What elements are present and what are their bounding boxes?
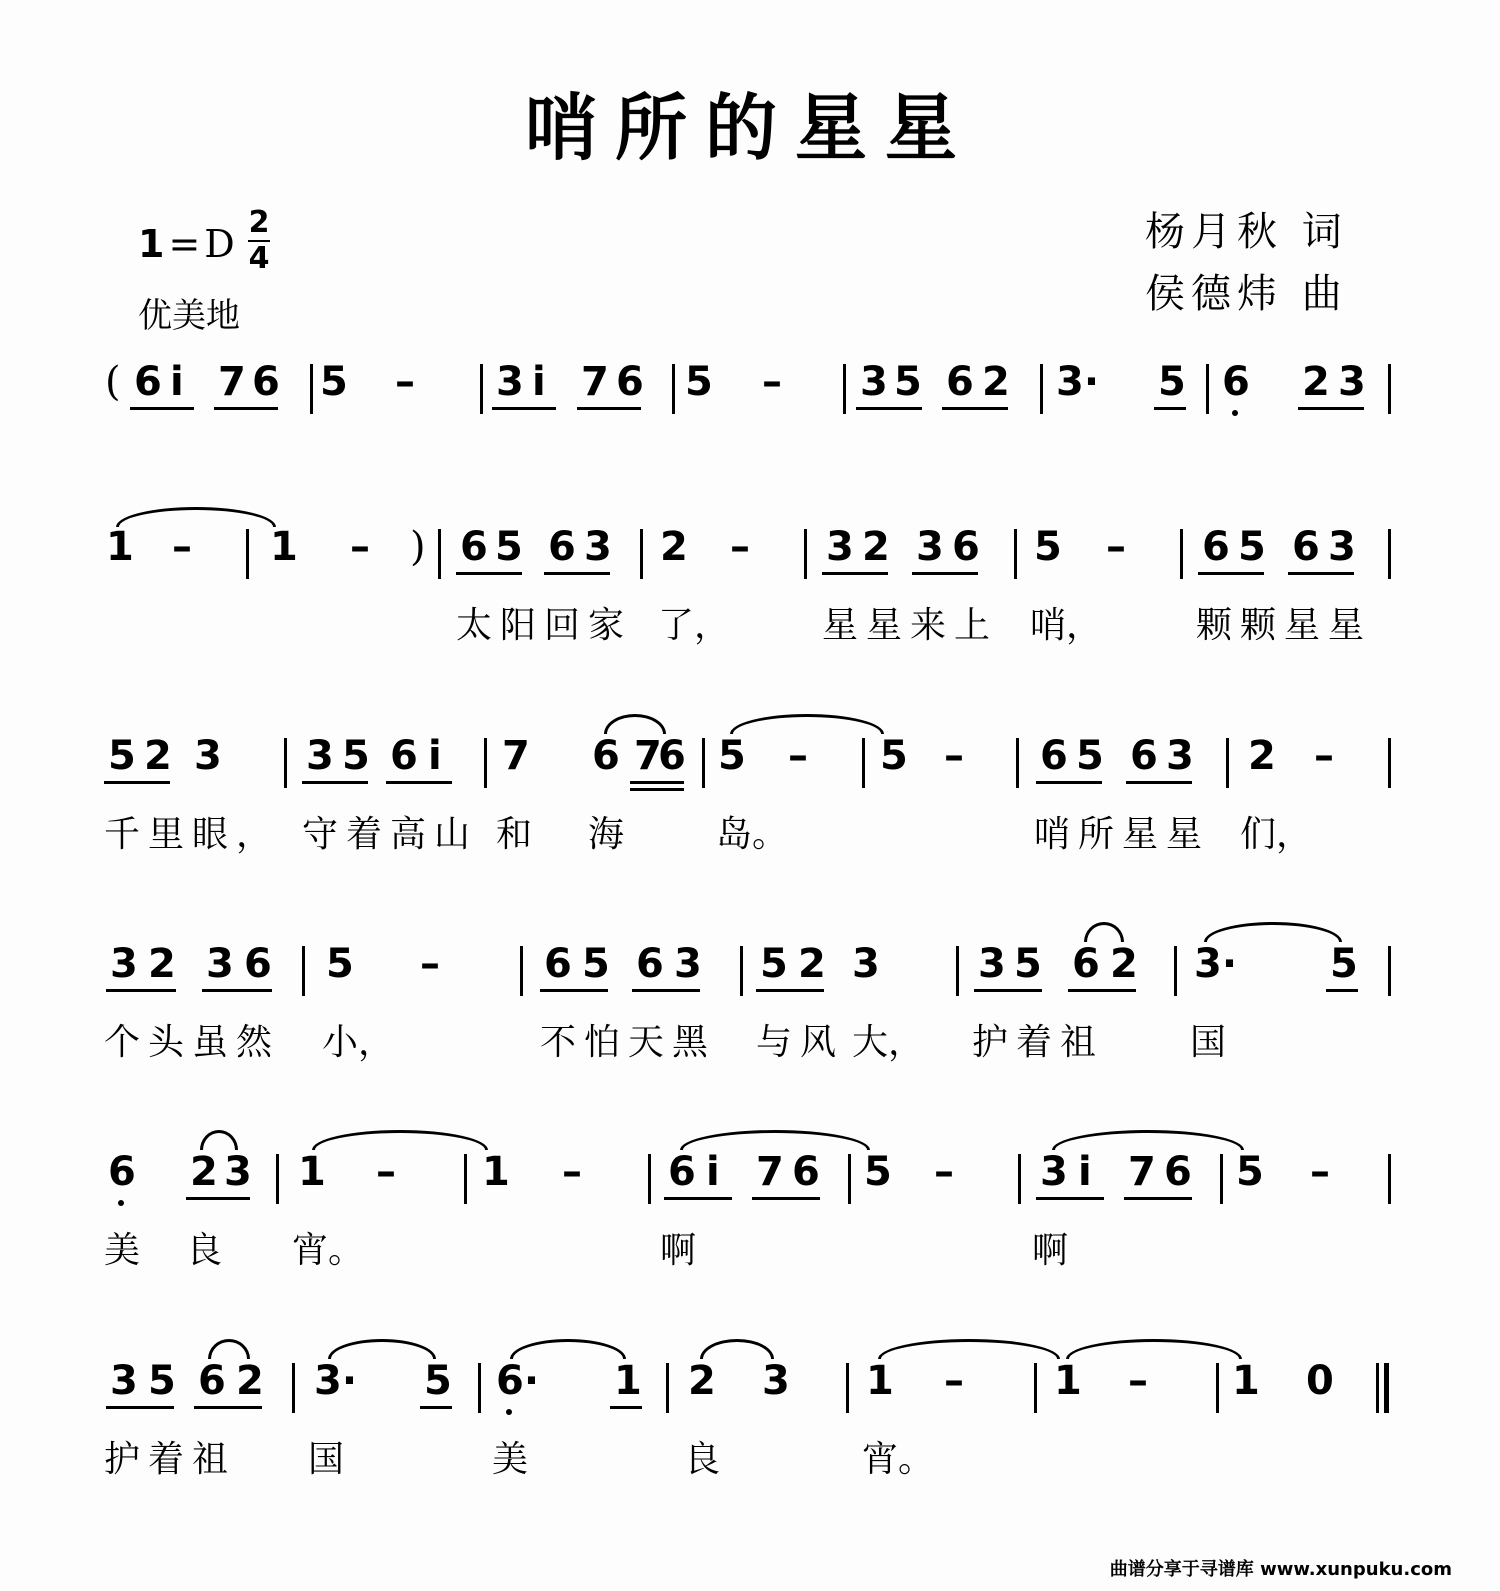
note: 3 [860,359,888,405]
underline [544,572,610,575]
note: 5 [424,1358,452,1404]
lyric: 小， [322,1022,395,1063]
lyric: 太阳回家 [456,605,633,646]
underline [1288,572,1354,575]
note: 5 [1236,1149,1264,1195]
barline [672,364,675,414]
lyric: 们， [1240,814,1313,855]
note: 1 [270,524,298,570]
note: i [532,359,546,405]
barline [843,364,846,414]
barline [464,1154,467,1204]
note: 6 [658,733,686,779]
underline [912,572,978,575]
barline [480,364,483,414]
underline [202,989,272,992]
note: 3· [1194,941,1238,987]
note: 2 [1248,733,1276,779]
underline [630,788,684,791]
note: 2 [688,1358,716,1404]
barline [666,1363,669,1413]
tie [1084,922,1124,942]
note: – [350,524,370,570]
note: 3 [496,359,524,405]
note: 1 [482,1149,510,1195]
lyric: 良 [684,1439,721,1480]
underline [106,1406,174,1409]
note: 5 [1238,524,1266,570]
barline [1018,1154,1021,1204]
underline [420,1406,452,1409]
octave-dot [1232,410,1238,416]
note: 3 [674,941,702,987]
barline [1014,529,1017,579]
note: 6 [668,1149,696,1195]
tie [1204,922,1342,942]
note: 6 [1040,733,1068,779]
note: 2 [148,941,176,987]
note: 5 [760,941,788,987]
underline [752,1197,820,1200]
key-letter: D [204,222,235,266]
note: 5 [1330,941,1358,987]
underline [822,572,888,575]
note: – [944,733,964,779]
underline [1154,407,1186,410]
barline [478,1363,481,1413]
barline [302,946,305,996]
barline [1180,529,1183,579]
note: 6 [636,941,664,987]
lyric: 岛。 [716,814,789,855]
lyric: 哨， [1030,605,1103,646]
lyric: 宵。 [862,1439,935,1480]
note: 6 [1130,733,1158,779]
lyric: 大， [852,1022,925,1063]
barline [1388,364,1391,414]
note: – [1128,1358,1148,1404]
score-row-2 [0,524,1500,677]
note: – [762,359,782,405]
barline [438,529,441,579]
barline [862,738,865,788]
note: 1 [1232,1358,1260,1404]
lyric: 颗颗星星 [1196,605,1373,646]
lyric: 了， [658,605,731,646]
barline [1174,946,1177,996]
note: 5 [108,733,136,779]
note: 3 [224,1149,252,1195]
underline [1068,989,1136,992]
underline [1198,572,1264,575]
barline [956,946,959,996]
note: 3 [852,941,880,987]
note: 5 [342,733,370,779]
barline [740,946,743,996]
underline [106,989,176,992]
note: – [788,733,808,779]
meter-top: 2 [248,205,270,240]
note: 6 [1072,941,1100,987]
note: 5 [1034,524,1062,570]
note: 6 [544,941,572,987]
score-row-1 [0,359,1500,512]
note: 2 [1110,941,1138,987]
note: 2 [144,733,172,779]
note: 6 [1292,524,1320,570]
note: – [395,359,415,405]
note: 6 [108,1149,136,1195]
barline [1034,1363,1037,1413]
note: – [376,1149,396,1195]
lyric: 宵。 [292,1230,365,1271]
lyric: 不怕天黑 [540,1022,717,1063]
note: – [562,1149,582,1195]
tie [604,714,666,734]
note: 5 [685,359,713,405]
note: 6 [198,1358,226,1404]
note: 3 [110,941,138,987]
note: – [944,1358,964,1404]
note: 1 [866,1358,894,1404]
tie [1066,1339,1242,1359]
note: 3 [762,1358,790,1404]
note: 5 [894,359,922,405]
underline [456,572,522,575]
lyric: 啊 [660,1230,697,1271]
note: 7 [634,733,662,779]
note: ) [410,524,426,570]
key-equals: = [168,222,201,266]
note: 5 [1076,733,1104,779]
score-row-5 [0,1149,1500,1302]
lyric: 哨所星星 [1034,814,1211,855]
barline [702,738,705,788]
lyric: 守着高山 [302,814,479,855]
lyric: 与风 [756,1022,845,1063]
note: ( [105,359,121,405]
tie [312,1130,488,1150]
underline [302,781,368,784]
lyric: 海 [588,814,625,855]
composer-credit: 侯德炜 曲 [1145,271,1348,317]
source-watermark: 曲谱分享于寻谱库 www.xunpuku.com [1109,1559,1452,1580]
note: – [172,524,192,570]
final-barline-thin [1376,1363,1379,1413]
tie [200,1130,238,1150]
meter-bottom: 4 [248,241,270,276]
underline [630,781,684,784]
note: 6· [496,1358,540,1404]
lyric: 个头虽然 [104,1022,281,1063]
note: 3· [1056,359,1100,405]
note: 5 [148,1358,176,1404]
barline [1226,738,1229,788]
note: – [730,524,750,570]
note: i [706,1149,720,1195]
underline [1298,407,1364,410]
tempo-marking: 优美地 [138,296,240,336]
barline [520,946,523,996]
lyric: 护着祖 [972,1022,1105,1063]
underline [632,989,700,992]
note: i [1078,1149,1092,1195]
note: 3 [826,524,854,570]
underline [194,1406,262,1409]
barline [846,1363,849,1413]
note: 6 [390,733,418,779]
barline [640,529,643,579]
lyric: 美 [492,1439,529,1480]
underline [104,781,170,784]
note: 2 [798,941,826,987]
note: – [934,1149,954,1195]
note: 6 [244,941,272,987]
barline [310,364,313,414]
barline [1388,1154,1391,1204]
tie [328,1339,436,1359]
underline [1036,781,1102,784]
tie [1052,1130,1244,1150]
time-signature [246,206,272,276]
note: 6 [946,359,974,405]
note: 5 [320,359,348,405]
final-barline-thick [1384,1363,1389,1413]
note: 3 [306,733,334,779]
song-title: 哨所的星星 [524,85,975,170]
note: 6 [1164,1149,1192,1195]
barline [292,1363,295,1413]
note: 5 [1014,941,1042,987]
note: 3 [584,524,612,570]
note: 7 [218,359,246,405]
note: 7 [502,733,530,779]
note: – [420,941,440,987]
tie [700,1339,774,1359]
underline [492,407,556,410]
note: 3 [916,524,944,570]
underline [540,989,608,992]
lyric: 美 [104,1230,141,1271]
barline [1040,364,1043,414]
note: 7 [1128,1149,1156,1195]
lyric: 和 [496,814,533,855]
note: 6 [252,359,280,405]
barline [484,738,487,788]
barline [1388,946,1391,996]
note: 6 [548,524,576,570]
barline [276,1154,279,1204]
note: 0 [1306,1358,1334,1404]
note: – [1106,524,1126,570]
underline [1036,1197,1104,1200]
note: 6 [616,359,644,405]
barline [648,1154,651,1204]
underline [942,407,1008,410]
note: 6 [460,524,488,570]
note: 3 [978,941,1006,987]
note: 5 [880,733,908,779]
note: 2 [236,1358,264,1404]
tie [510,1339,626,1359]
lyric: 国 [308,1439,345,1480]
note: 5 [582,941,610,987]
note: i [428,733,442,779]
note: 2 [862,524,890,570]
note: 6 [1222,359,1250,405]
note: 1 [1054,1358,1082,1404]
barline [1216,1363,1219,1413]
underline [974,989,1042,992]
lyric: 千里眼， [104,814,281,855]
lyric: 良 [186,1230,223,1271]
note: 5 [1158,359,1186,405]
note: 6 [134,359,162,405]
note: 2 [660,524,688,570]
note: 6 [792,1149,820,1195]
note: 2 [1302,359,1330,405]
note: 3 [110,1358,138,1404]
note: 5 [864,1149,892,1195]
note: 3 [206,941,234,987]
barline [1220,1154,1223,1204]
underline [664,1197,732,1200]
barline [804,529,807,579]
octave-dot [118,1200,124,1206]
note: 5 [718,733,746,779]
key-signature [138,222,235,266]
underline [186,1197,250,1200]
note: – [1310,1149,1330,1195]
note: 3 [1338,359,1366,405]
barline [246,529,249,579]
underline [386,781,452,784]
tie [680,1130,870,1150]
tie [208,1339,250,1359]
underline [1326,989,1358,992]
underline [856,407,922,410]
tie [878,1339,1060,1359]
underline [610,1406,642,1409]
key-tonic: 1 [138,222,165,266]
barline [1388,529,1391,579]
note: 5 [495,524,523,570]
note: 3· [314,1358,358,1404]
note: 5 [326,941,354,987]
underline [130,407,194,410]
barline [1206,364,1209,414]
underline [1126,781,1192,784]
barline [1016,738,1019,788]
score-row-6 [0,1358,1500,1511]
note: 7 [581,359,609,405]
barline [848,1154,851,1204]
lyric: 啊 [1032,1230,1069,1271]
tie [730,714,884,734]
note: 6 [952,524,980,570]
underline [1124,1197,1192,1200]
note: 2 [982,359,1010,405]
note: 1 [298,1149,326,1195]
octave-dot [506,1409,512,1415]
note: 2 [190,1149,218,1195]
note: 3 [1166,733,1194,779]
score-row-4 [0,941,1500,1094]
note: 6 [1202,524,1230,570]
note: 3 [1328,524,1356,570]
barline [284,738,287,788]
note: – [1314,733,1334,779]
lyric: 国 [1190,1022,1227,1063]
underline [756,989,824,992]
underline [577,407,641,410]
note: 6 [592,733,620,779]
note: 1 [614,1358,642,1404]
note: 7 [756,1149,784,1195]
lyric: 护着祖 [104,1439,237,1480]
underline [214,407,278,410]
barline [1388,738,1391,788]
score-row-3 [0,733,1500,886]
note: 1 [106,524,134,570]
note: 3 [194,733,222,779]
lyricist-credit: 杨月秋 词 [1145,209,1348,255]
note: 3 [1040,1149,1068,1195]
note: i [170,359,184,405]
lyric: 星星来上 [822,605,999,646]
